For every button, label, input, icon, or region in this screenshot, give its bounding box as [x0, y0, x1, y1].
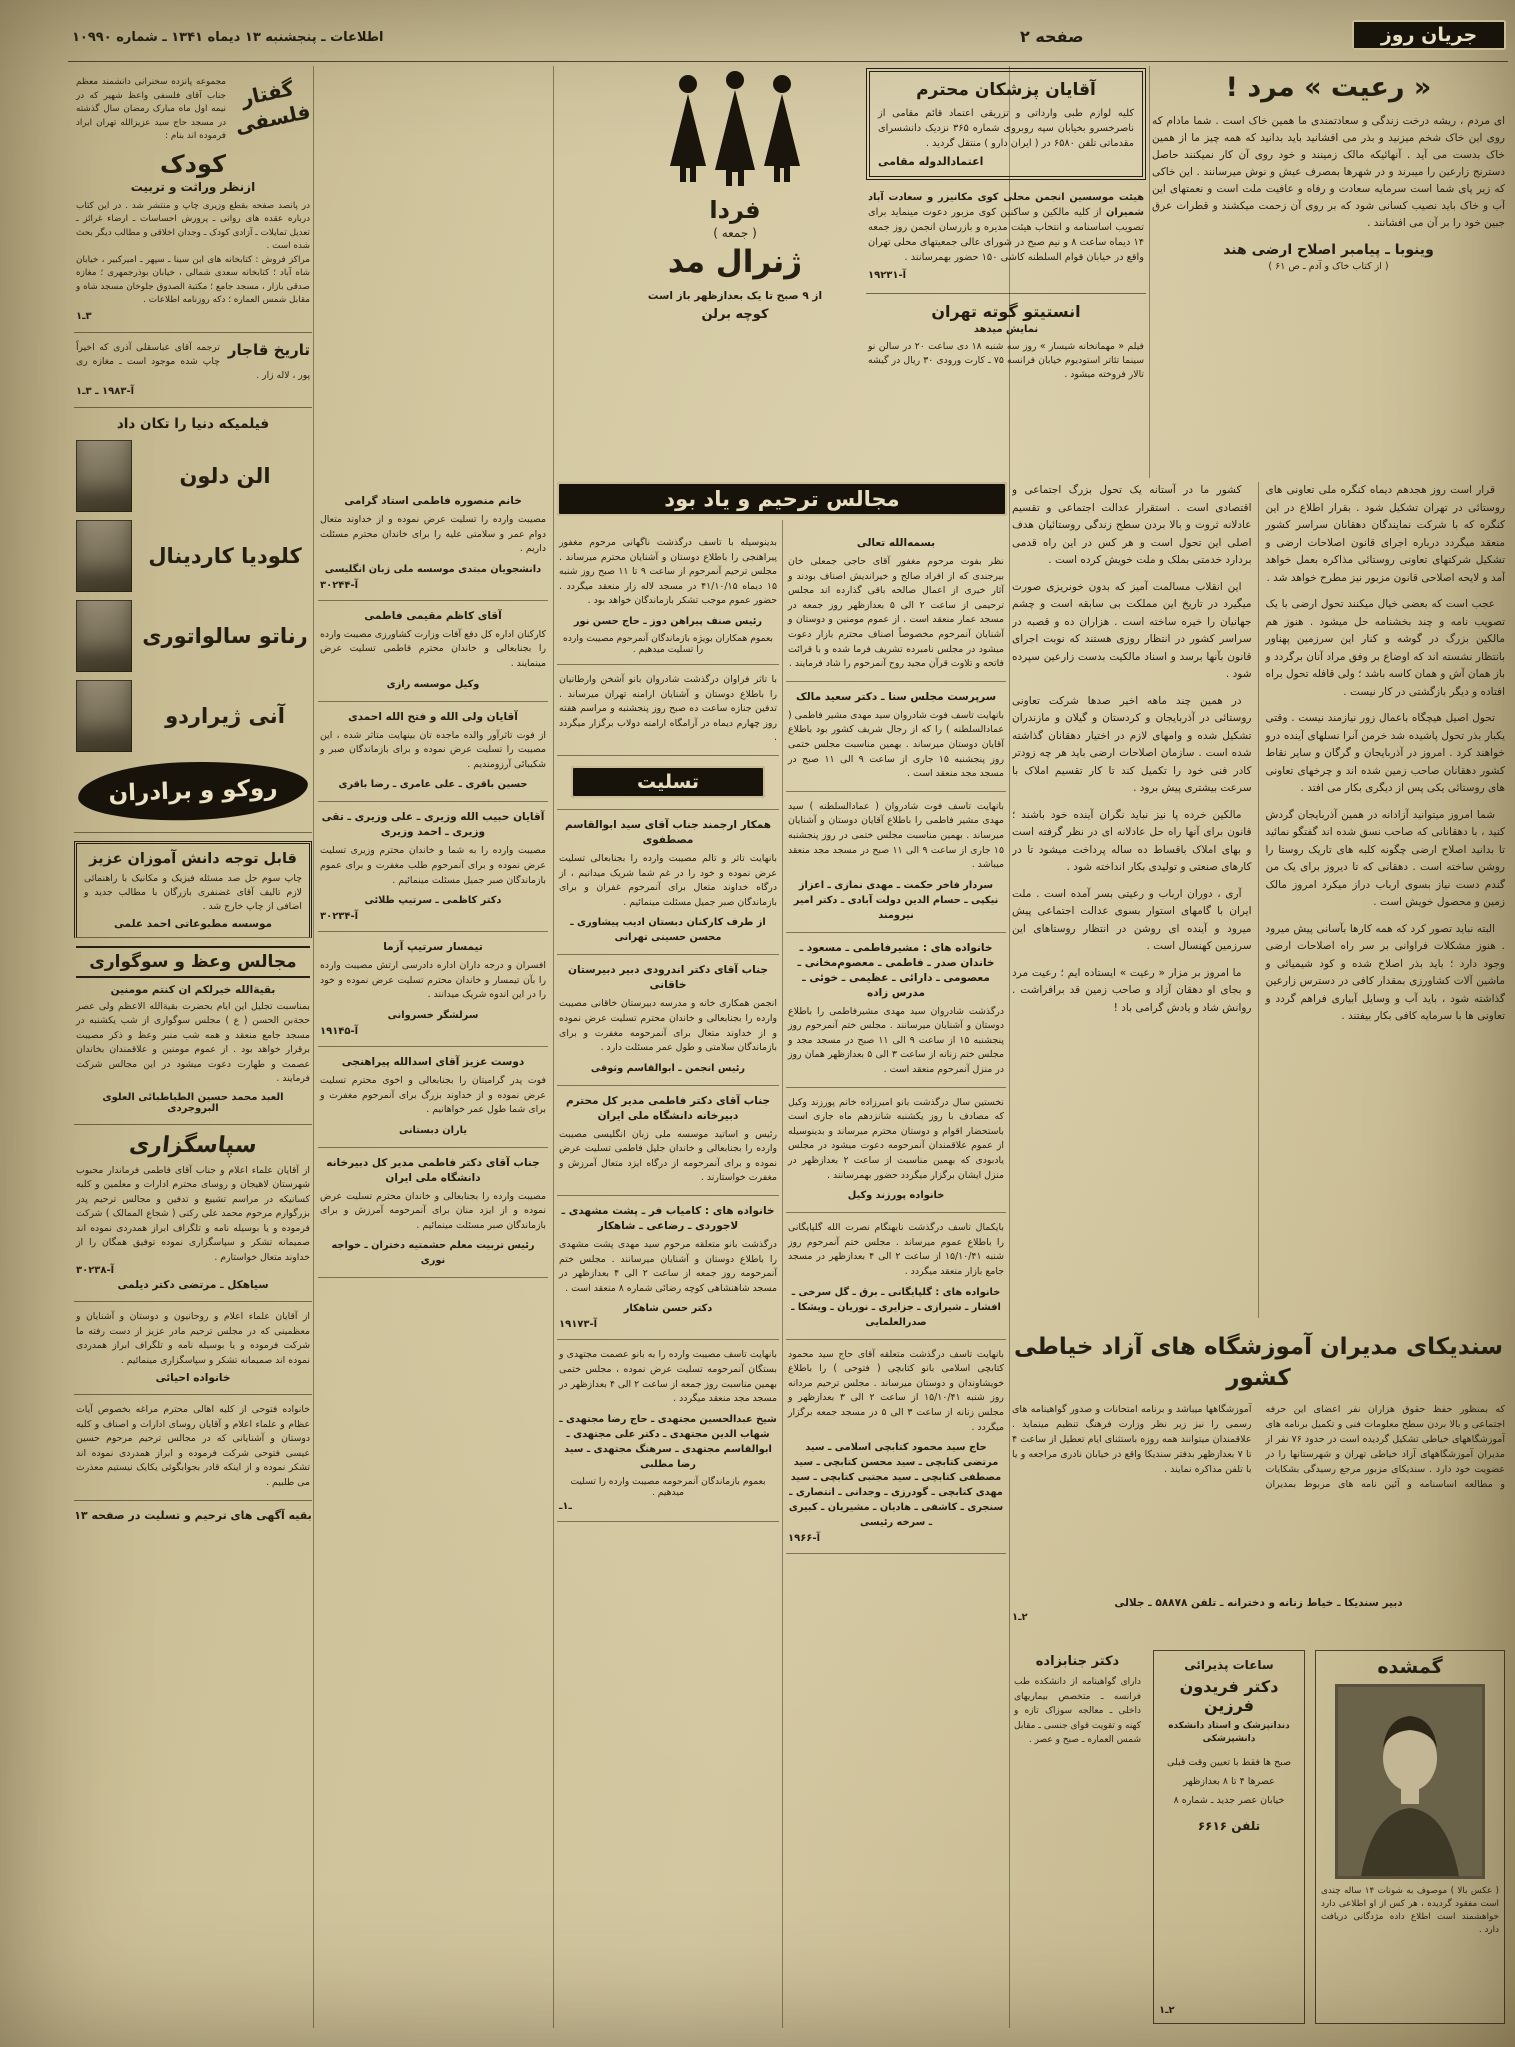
goethe-subtitle: نمایش میدهد [973, 324, 1039, 335]
students-book-ad [74, 841, 312, 938]
mourning-section-header: مجالس وعظ و سوگواری [76, 946, 310, 978]
notice-title: خانم منصوره فاطمی استاد گرامی [344, 495, 522, 507]
goethe-institute-ad [866, 294, 1146, 390]
notice-title: سرپرست مجلس سنا ـ دکتر سعید مالک [795, 690, 997, 703]
association-lead: هیئت موسسین انجمن محلی کوی مکانیزر و سعادت آباد شمیران [868, 192, 1144, 218]
notice-title: آقای کاظم مقیمی فاطمی [364, 609, 502, 622]
gmode-tomorrow: فردا [709, 196, 761, 224]
falsafi-body: مجموعه پانزده سخنرانی دانشمند معظم جناب آقای فلسفی واعظ شهیر که در نیمه اول ماه مبارک رمضان سال گذشته در مسجد حاج سید عزیزالله تهران ایراد فرموده اند بنام : [76, 77, 226, 141]
obituary-notice [786, 528, 1006, 682]
notice-title: دوست عزیز آقای اسدالله پیراهنجی [341, 1055, 525, 1068]
notice-body: بانهایت تاثر و تالم مصیبت وارده را بجنابعالی تسلیت عرض نموده و خود را در غم شما شریک میدانیم ، از درگاه خداوند متعال برای آنمرحوم غفران و برای بازماندگان صبر جمیل مسئلت مینمائیم . [559, 852, 777, 908]
obituary-notice [786, 1088, 1006, 1214]
qajar-title: تاریخ قاجار [227, 340, 310, 359]
falsafi-script-title: گفتار فلسفی [232, 76, 312, 139]
article-paragraph: قرار است روز هجدهم دیماه کنگره ملی تعاونی های روستائی در تهران تشکیل شود . بقرار اطلاع در این کنگره که با شرکت نمایندگان دهقانان سراسر کشور منعقد میگردد درباره اجرای قانون اصلاحات ارضی و تشکیل شرکتهای تعاونی روستائی مذاکره بعمل خواهد آمد و لایحه اصلاحی قانون مزبور نیز مطرح خواهد شد . [1265, 484, 1505, 584]
notice-body: درگذشت بانو متعلقه مرحوم سید مهدی پشت مشهدی را باطلاع دوستان و آشنایان میرسانند . مجلس ختم آنمرحومه روز جمعه از ساعت ۲ الی ۴ بعدازظهر در مسجد شاهنشاهی کوچه رضائی شماره ۸ منعقد است . [559, 1239, 777, 1294]
notice-body: بانهایت تاسف فوت شادروان سید مهدی مشیر فاطمی ( عمادالسلطنه ) را که از رجال شریف کشور بود باطلاع آقایان دوستان میرساند . بهمین مناسبت مجلس ختمی روز پنجشنبه ۱۵ جاری از ساعت ۹ الی ۱۱ صبح در مسجد مجد منعقد است . [788, 709, 1004, 780]
medical-supply-title: آقایان پزشکان محترم [916, 80, 1096, 100]
notice-signature: بعموم همکاران بویژه بازماندگان آنمرحوم مصیبت وارده را تسلیت میدهیم . [563, 632, 773, 655]
notice-family-names: یاران دبستانی [398, 1124, 468, 1136]
condolence-notice [318, 1148, 548, 1279]
thanks-body: از آقایان علماء اعلام و روحانیون و دوستان و آشنایان و معظمینی که در مجلس ترحیم مادر عزیز از دست رفته ما شرکت فرموده و یا بوسیله نامه و تلگراف ابراز همدردی نموده اند صمیمانه تشکر و سپاسگزاری مینمائیم . [76, 1311, 310, 1366]
ad-serial-number: ۲ـ۱ [1159, 2005, 1175, 2016]
article-paragraph: تحول اصیل هیچگاه باعمال زور نیازمند نیست . وقتی یکبار بذر تحول پاشیده شد خرمن آنرا نسلهای آینده درو خواهند کرد . امروز در آذربایجان و گرگان و سایر نقاط کشور دهقانان صاحب زمین شده اند و چرخهای تعاونی های روستائی یکی پس از دیگری بکار می افتد . [1265, 712, 1505, 794]
medical-supply-signature: اعتمادالدوله مقامی [878, 155, 984, 168]
syndicate-body: که بمنظور حفظ حقوق هزاران نفر اعضای این حرفه اجتماعی و بالا بردن سطح معلومات فنی و تکمیل برنامه های آموزشگاههای خیاطی تشکیل گردیده است در حدود ۷۶ نفر از مدیران آموزشگاههای آزاد خیاطی تهران و شهرستانها را در عضویت خود دارد . سندیکای مزبور مرجع رسیدگی بشکایات و مطالعه اساسنامه و آئین نامه های مربوط بمدیران آموزشگاهها میباشد و برنامه امتحانات و صدور گواهینامه های رسمی را نیز زیر نظر وزارت فرهنگ تنظیم مینماید . علاقمندان میتوانند همه روزه باستثنای ایام تعطیل از ساعت ۴ تا ۷ بعدازظهر بدفتر سندیکا واقع در خیابان نادری مراجعه و یا با تلفن مذاکره نمایند . [1012, 1404, 1505, 1490]
general-mode-ad [612, 68, 858, 476]
notice-family-names: حسین باقری ـ علی عامری ـ رضا باقری [338, 779, 528, 791]
movie-ad [74, 408, 312, 833]
association-founders-notice [866, 180, 1146, 294]
actor-photo [76, 520, 132, 592]
obituary-notice [786, 1340, 1006, 1555]
notice-body: بانهایت تاسف مصیبت وارده را به بانو عصمت مجتهدی و بستگان آنمرحومه تسلیت عرض نموده ، مجلس ختمی بهمین مناسبت روز جمعه از ساعت ۲ الی ۴ بعدازظهر در مسجد مجد منعقد میگردد . [559, 1349, 777, 1405]
actor-name: کلودیا کاردینال [148, 543, 302, 568]
doctor-name: دکتر جنابزاده [1035, 1654, 1120, 1669]
notice-title: خانواده های : مشیرفاطمی ـ مسعود ـ خاندان صدر ـ فاطمی ـ معصوم‌مخانی ـ معصومی ـ دارائی ـ عظیمی ـ خوئی ـ مدرس زاده [797, 941, 995, 999]
article-paragraph: عجب است که بعضی خیال میکنند تحول ارضی با یک تصویب نامه و چند بخشنامه حل میشود . هنوز هم مالکین بزرگ در گوشه و کنار این سرزمین پهناور بانتظار نشسته اند که اوضاع بر وفق مراد آنان برگردد و باز همان آش و همان کاسه باشد ؛ ولی قافله تحول براه افتاده و دیگر بازگشتی در کار نیست . [1265, 598, 1505, 698]
medical-supply-body: کلیه لوازم طبی وارداتی و تزریقی اعتماد قائم مقامی از ناصرخسرو بخیابان سپه روبروی شماره ۳۶۵ نزدیک دانشسرای مقدماتی تلفن ۶۵۸۰ در ( ایران دارو ) منتقل گردید . [878, 108, 1134, 149]
gratitude-signature: سیاهکل ـ مرتضی دکتر دیلمی [117, 1279, 269, 1291]
continued-on-page-note: بقیه آگهی های ترحیم و تسلیت در صفحه ۱۳ [74, 1509, 312, 1522]
notice-body: مصیبت وارده را بجنابعالی و خاندان محترم تسلیت عرض نموده و از ایزد منان برای آنمرحومه آمرزش و برای بازماندگان صبر مسئلت مینمائیم . [320, 1190, 546, 1231]
notice-body: انجمن همکاری خانه و مدرسه دبیرستان خاقانی مصیبت وارده را بجنابعالی و خاندان محترم تسلیت عرض نموده و از خداوند متعال برای آنمرحومه مغفرت و برای بازماندگان سلامتی و طول عمر مسئلت دارد . [559, 998, 777, 1054]
falsafi-sellers: مراکز فروش : کتابخانه های ابن سینا ـ سپهر ـ امیرکبیر ، خیابان شاه آباد ؛ کتابخانه سعدی شمالی ، خیابان بوذرجمهری ؛ مغازه صدقی بازار ، مسجد جامع ؛ مکتبة الصدوق جلوخان مسجد شاه و مقابل شمس العماره ؛ دکه روزنامه اطلاعات . [76, 254, 310, 305]
dentist-name: دکتر فریدون فرزین [1179, 1677, 1279, 1715]
ad-serial-number: ۳ـ۱ [76, 310, 92, 322]
actor-photo [76, 600, 132, 672]
movie-actors-list [76, 440, 310, 752]
ad-serial-number: آ-۱۹۲۳۱ [868, 270, 907, 281]
section-label-jaryan-rooz: جریان روز [1352, 20, 1506, 50]
obituary-notice [557, 665, 779, 756]
syndicate-contact: دبیر سندیکا ـ خیاط زنانه و دخترانه ـ تلفن ۵۸۸۷۸ ـ جلالی [1114, 1597, 1403, 1609]
condolence-notice [318, 1047, 548, 1148]
obituary-notice [557, 955, 779, 1085]
actor-photo [76, 440, 132, 512]
actor-entry [76, 520, 310, 592]
notice-body: نظر بفوت مرحوم مغفور آقای حاجی جمعلی خان بیرجندی که از افراد صالح و خیراندیش اصناف بودند و آثار خیری از اعمال صالحه باقی گذارده اند مجلس ترحیمی از ساعت ۲ الی ۵ بعدازظهر روز جمعه در مسجد عمار منعقد است . از عموم مومنین و دوستان و آشنایان آنمرحوم مخصوصاً اصناف محترم بازار دعوت میشود در مجلس نامبرده تشریف فرما شده و با قرائت فاتحه و تلاوت قرآن مجید روح آنمرحوم را شاد فرمایند . [788, 556, 1004, 670]
notice-title: بسمه‌الله تعالی [856, 537, 936, 549]
obituary-notice [786, 1213, 1006, 1339]
dentist-ad-line: عصرها ۴ تا ۸ بعدازظهر [1183, 1776, 1275, 1787]
gmode-store-name: ژنرال مد [667, 244, 803, 280]
three-figures-illustration [640, 70, 830, 190]
notice-body: با تاثر فراوان درگذشت شادروان بانو آشخن وارطانیان را باطلاع دوستان و آشنایان ارامنه تهران میرساند . تدفین جنازه ساعت ده صبح روز پنجشنبه و مراسم هفته روز چهارم دیماه در آرامگاه ارامنه دولاب برگزار میگردد . [559, 673, 777, 744]
notice-title: خانواده های : کامیاب فر ـ پشت مشهدی ـ لاجوردی ـ رضاعی ـ شاهکار [561, 1205, 775, 1233]
notice-family-names: رئیس صنف پیراهن دوز ـ حاج حسن نور [573, 615, 763, 627]
notice-phone: آ-۱۹۱۷۳ [559, 1319, 598, 1331]
bottom-right-ads-row [1012, 1650, 1505, 2024]
doctor-ad-body: دارای گواهینامه از دانشکده طب فرانسه ـ متخصص بیماریهای داخلی ـ معالجه سوزاک تازه و کهنه و تقویت قوای جنسی ـ مقابل شمس العماره ـ صبح و عصر . [1014, 1677, 1141, 1745]
mourning-signature: العبد محمد حسین الطباطبائی العلوی البروجردی [102, 1091, 284, 1114]
article-paragraph: آری ، دوران ارباب و رعیتی بسر آمده است . ملت ایران با گامهای استوار بسوی عدالت اجتماعی پیش میرود و آینده ای روشن در انتظار روستاهای این سرزمین کهنسال است . [1012, 887, 1252, 952]
article-paragraph: شما امروز میتوانید آزادانه در همین آذربایجان گردش کنید ، با دهقانانی که صاحب نسق شده اند گفتگو نمائید تا بدانید اصلاح ارضی چگونه کلبه های تاریک روستا را روشن ساخته است . دهقانی که تا دیروز برای یک من گندم دست نیاز بسوی ارباب دراز میکرد امروز مالک زمین و محصول خویش است . [1265, 808, 1505, 908]
condolence-notice [318, 601, 548, 702]
goethe-body: فیلم « مهمانخانه شیسار » روز سه شنبه ۱۸ دی ساعت ۲۰ در سالن نو سینما تئاتر استودیوم خیابان فرانسه ۷۵ ـ کارت ورودی ۳۰ ریال در گیشه تالار فروخته میشود . [868, 341, 1145, 380]
notice-body: مصیبت وارده را به شما و خاندان محترم وزیری تسلیت عرض نموده و برای آنمرحوم طلب مغفرت و برای عموم بازماندگان صبر جمیل مسئلت مینمائیم . [320, 845, 546, 886]
notice-phone: آ-۳۰۲۳۴ [320, 911, 359, 923]
actor-photo [76, 680, 132, 752]
column-divider [1149, 66, 1150, 478]
article-paragraph: مالکین خرده پا نیز نباید نگران آینده خود باشند ؛ قانون برای آنها راه حل عادلانه ای در نظر گرفته است و بهای املاک باقساط ده ساله پرداخت میشود تا در کارهای صنعتی و تولیدی بکار انداخته شود . [1012, 808, 1252, 873]
obituary-notice [786, 933, 1006, 1088]
notice-body: بایکمال تاسف درگذشت نابهنگام نصرت الله گلپایگانی را باطلاع عموم میرساند . مجلس ختم آنمرحوم روز شنبه ۱۵/۱۰/۴۱ از ساعت ۲ الی ۴ بعدازظهر در مسجد جامع بازار منعقد میگردد . [788, 1222, 1004, 1277]
thanks-body: خانواده فتوحی از کلیه اهالی محترم مراغه بخصوص آیات عظام و علماء اعلام و آقایان روسای ادارات و اصناف و کلیه دوستان و آشنایانی که در مجالس ترحیم مرحوم حسین عیسی فتوحی شرکت فرموده و ابراز همدردی نموده اند تشکر نموده و از اینکه قادر بجوابگوئی یکایک نیستیم معذرت می طلبیم . [76, 1404, 310, 1488]
condolence-notice [318, 486, 548, 601]
condolence-notice [318, 702, 548, 803]
notice-phone: آ-۱۹۱۴۵ [320, 1025, 359, 1037]
movie-tagline: فیلمیکه دنیا را تکان داد [116, 415, 270, 432]
falsafi-book-title: کودک [160, 149, 226, 178]
notice-family-names: خانواده پورزند وکیل [847, 1190, 945, 1202]
notice-body: بانهایت تاسف فوت شادروان ( عمادالسلطنه ) سید مهدی مشیر فاطمی را باطلاع آقایان دوستان و آشنایان میرساند . بهمین مناسبت مجلس ختمی در روز پنجشنبه ۱۵ جاری از ساعت ۹ الی ۱۱ صبح در مسجد مجد منعقد میباشد . [788, 800, 1004, 871]
page-number: صفحه ۲ [1020, 27, 1084, 46]
article-title: « رعیت » مرد ! [1225, 72, 1432, 103]
qajar-history-ad [74, 333, 312, 408]
obituary-notice [557, 756, 779, 810]
missing-person-title: گمشده [1377, 1656, 1443, 1678]
article-paragraph: کشور ما در آستانه یک تحول بزرگ اجتماعی و اقتصادی است . استقرار عدالت اجتماعی و تقسیم عادلانه ثروت و بالا بردن سطح زندگی روستائیان هدف اصلی این تحول است و هر کس در این راه قدمی بردارد خدمتی بملک و ملت خویش کرده است . [1012, 484, 1252, 566]
obituary-notice [786, 792, 1006, 933]
association-body: از کلیه مالکین و ساکنین کوی مزبور دعوت مینماید برای تصویب اساسنامه و انتخاب هیئت مدیره و بازرسان انجمن روز جمعه ۱۴ دیماه ساعت ۸ و نیم صبح در شورای عالی جمعیتهای محلی تهران واقع در خیابان قوام السلطنه کاشی ۱۵۰ حضور بهمرسانند . [868, 207, 1144, 263]
students-ad-body: چاپ سوم حل صد مسئله فیزیک و مکانیک با راهنمائی لازم تالیف آقای غضنفری بازرگان با مطالب جدید و اضافی از چاپ خارج شد . [84, 872, 302, 912]
lead-article-body [1012, 482, 1505, 1318]
notice-body: رئیس و اساتید موسسه ملی زبان انگلیسی مصیبت وارده را بجنابعالی و خاندان جلیل فاطمی تسلیت عرض نموده و برای آنمرحومه از درگاه ایزد متعال آمرزش و مغفرت خواستارند . [559, 1128, 777, 1184]
falsafi-book-subtitle: ازنظر وراثت و تربیت [130, 179, 256, 194]
mourning-sessions-section [74, 938, 312, 1125]
mourning-body: بمناسبت تجلیل این ایام بحضرت بقیةالله الاعظم ولی عصر حجةبن الحسن ( ع ) مجلس سوگواری از شب یکشنبه در مسجد جامع منعقد و همه شب منبر وعظ و ذکر مصیبت برقرار خواهد بود . از عموم مومنین و علاقمندان بخاندان عصمت و طهارت دعوت میشود در این مجالس شرکت فرمایند . [76, 1000, 310, 1084]
obituary-notice [557, 1196, 779, 1340]
obituary-notice [557, 810, 779, 955]
obituary-notice [557, 1340, 779, 1521]
gratitude-section [74, 1125, 312, 1303]
notice-family-names: شیخ عبدالحسین مجتهدی ـ حاج رضا مجتهدی ـ شهاب الدین مجتهدی ـ دکتر علی مجتهدی ـ ابوالقاسم مجتهدی ـ سرهنگ مجتهدی ـ سید رضا مطلبی [559, 1413, 777, 1470]
notice-phone: آ-۳۰۲۳۸ [76, 1265, 115, 1276]
actor-name: رناتو سالواتوری [142, 623, 308, 648]
missing-person-ad [1315, 1650, 1505, 2024]
medical-supply-ad [866, 68, 1146, 180]
notice-phone: ـ۱ـ [559, 1500, 572, 1512]
notice-body: افسران و درجه داران اداره دادرسی ارتش مصیبت وارده را بآن تیمسار و خاندان محترم تسلیت عرض نموده و خود را در این اندوه شریک میدانند . [320, 960, 546, 1001]
article-intro: ای مردم ، ریشه درخت زندگی و سعادتمندی ما همین خاک است . شما مادام که روی این خاک شخم میزنید و بذر می افشانید باید بدانید که همه چیز ما از همین خاک بدست می آید . آنهائیکه مالک زمینند و خود روی آن کار نمیکنند حاصل دسترنج زارعین را میبرند و در شهرها بمصرف عیش و نوش میرسانند . این خاکی که زیر پای شما است سرمایه سعادت و رفاه و عافیت ملت است و نعمتهای این آب و خاک باید نصیب کسانی شود که بر روی آن زحمت میکشند و قطرات عرق جبین خود را بر آن می افشانند . [1152, 115, 1505, 229]
dentist-ad-line: دندانپزشک و استاد دانشکده دانشپزشکی [1168, 1721, 1290, 1744]
notice-body: درگذشت شادروان سید مهدی مشیرفاطمی را باطلاع دوستان و آشنایان میرسانند . مجلس ختم آنمرحوم روز پنجشنبه ۱۵ از ساعت ۹ الی ۱۱ صبح در مسجد مجد و مجلس ختم زنانه از ساعت ۳ الی ۵ بعدازظهر همان روز در منزل آنمرحوم منعقد است . [788, 1005, 1004, 1076]
mourning-lead-verse: بقیةالله خیرلکم ان کنتم مومنین [110, 983, 276, 996]
obituary-notice [557, 528, 779, 665]
masthead-date-line: اطلاعات ـ پنجشنبه ۱۳ دیماه ۱۳۴۱ ـ شماره ۱۰۹۹۰ [72, 30, 384, 45]
qajar-body: ترجمه آقای عباسقلی آذری که اخیراً چاپ شده موجود است ـ مغازه ری پور ، لاله زار . [76, 341, 310, 381]
notice-title: تیمسار سرتیپ آزما [383, 941, 483, 954]
notice-title: جناب آقای دکتر فاطمی مدیر کل دبیرخانه دانشگاه ملی ایران [326, 1156, 540, 1184]
gmode-friday: ( جمعه ) [713, 226, 757, 240]
article-paragraph: البته نباید تصور کرد که همه کارها بآسانی پیش میرود . هنوز مشکلات فراوانی بر سر راه اصلاحات ارضی وجود دارد ؛ باید بذر اصلاح شده و کود شیمیائی و ماشین آلات کشاورزی بمقدار کافی در دسترس زارعین گذاشته شود ، باید آب و وسایل آبیاری فراهم گردد و تعاونی ها با سرمایه کافی بکار بیفتند . [1265, 922, 1505, 1022]
notice-family-names: دکتر کاظمی ـ سرتیپ طلائی [364, 895, 502, 907]
notice-family-names: از طرف کارکنان دبستان ادیب پیشاوری ـ محسن حسینی تهرانی [570, 917, 766, 944]
notice-body: کارکنان اداره کل دفع آفات وزارت کشاورزی مصیبت وارده را بجنابعالی و خاندان محترم فاطمی تسلیت عرض مینمایند . [320, 628, 546, 669]
syndicate-title: سندیکای مدیران آموزشگاه های آزاد خیاطی کشور [1013, 1334, 1504, 1391]
notice-body: فوت پدر گرامیتان را بجنابعالی و اخوی محترم تسلیت عرض نموده و از خداوند بزرگ برای آنمرحوم مغفرت و برای شما طول عمر خواهانیم . [320, 1074, 546, 1116]
dentist-ad-line: ساعات پذیرائی [1184, 1658, 1274, 1672]
dentist-ad [1153, 1650, 1305, 2024]
gratitude-body: از آقایان علماء اعلام و جناب آقای فاطمی فرماندار محبوب شهرستان لاهیجان و روسای محترم ادارات و معلمین و کلیه کسانیکه در مراسم تشییع و تدفین و مجالس ترحیم پدر بزرگوارم مرحوم محمد علی رکنی ( شجاع الممالک ) شرکت فرموده و یا بوسیله نامه و تلگراف ابراز همدردی نموده اند صمیمانه تشکر و سپاسگزاری نموده توفیق همگان را از خداوند متعال خواستارم . [76, 1164, 310, 1263]
article-paragraph: این انقلاب مسالمت آمیز که بدون خونریزی صورت میگیرد در تاریخ این مملکت بی سابقه است و چشم جهانیان را خیره ساخته است . هزاران ده و قصبه در سراسر کشور در انتظار روزی هستند که نوبت اجرای قانون بآنها برسد و اسناد مالکیت بدست زارعین سپرده شود . [1012, 580, 1252, 680]
family-thanks-notice [74, 1395, 312, 1501]
thanks-signature: خانواده احیائی [155, 1372, 231, 1384]
ad-serial-number: آ-۱۹۸۳ ـ ۳ـ۱ [76, 385, 135, 397]
publisher-signature: موسسه مطبوعاتی احمد علمی [113, 917, 273, 930]
ad-serial-number: ۲ـ۱ [1012, 1612, 1028, 1623]
notice-body: از فوت تاثرآور والده ماجده تان بینهایت متاثر شده ، این مصیبت را تسلیت عرض نموده و برای بازماندگان صبر و شکیبائی آرزومندیم . [320, 729, 546, 770]
missing-person-caption: ( عکس بالا ) موصوف به شونات ۱۴ ساله چندی است مفقود گردیده ، هر کس از او اطلاعی دارد خواهشمند است اطلاع داده مژدگانی دریافت دارد . [1321, 1886, 1499, 1935]
notice-family-names: رئیس تربیت معلم حشمتیه دختران ـ خواجه نوری [331, 1240, 535, 1267]
missing-boy-photo [1335, 1684, 1485, 1879]
notice-phone: آ-۳۰۲۴۴ [320, 579, 359, 591]
goethe-title: انستیتو گوته تهران [931, 302, 1081, 321]
notice-phone: آ-۱۹۶۶ [788, 1533, 820, 1545]
article-paragraph: ما امروز بر مزار « رعیت » ایستاده ایم ؛ رعیت مرد و بجای او دهقان آزاد و صاحب زمین قد برافراشت . روانش شاد و یادش گرامی باد ! [1012, 966, 1252, 1014]
notice-title: همکار ارجمند جناب آقای سید ابوالقاسم مصطفوی [564, 818, 772, 846]
notice-family-names: سرلشگر خسروانی [387, 1009, 479, 1021]
obituaries-banner: مجالس ترحیم و یاد بود [557, 482, 1007, 516]
notice-family-names: دانشجویان مبتدی موسسه ملی زبان انگلیسی [324, 563, 542, 575]
movie-title: روکو و برادران [77, 758, 309, 824]
condolence-box-label: تسلیت [571, 766, 765, 798]
condolences-column [318, 486, 548, 2028]
tailoring-syndicate-notice [1012, 1332, 1505, 1634]
gratitude-header: سپاسگزاری [127, 1132, 258, 1158]
obituaries-left-column [557, 528, 779, 2028]
dentist-ad-line: صبح ها فقط با تعیین وقت قبلی [1166, 1757, 1292, 1768]
notice-family-names: وکیل موسسه رازی [386, 678, 480, 690]
dentist-address: خیابان عصر جدید ـ شماره ۸ [1173, 1795, 1285, 1806]
actor-name: آنی ژیراردو [165, 703, 285, 728]
notice-family-names: حاج سید محمود کتابچی اسلامی ـ سید مرتضی کتابچی ـ سید محسن کتابچی ـ سید مصطفی کتابچی ـ سید مجتبی کتابچی ـ سید مهدی کتابچی ـ گودرزی ـ وجدانی ـ انتصاری ـ سنجری ـ کاشفی ـ هادیان ـ مشیریان ـ کبیری ـ سرخه رئیسی [788, 1442, 1004, 1529]
notice-family-names: خانواده های : گلپایگانی ـ برق ـ گل سرخی ـ افشار ـ شیرازی ـ جزایری ـ نوریان ـ ویشکا ـ صدرالعلمایی [791, 1286, 1001, 1328]
left-ads-column [74, 68, 312, 2028]
actor-name: الن دلون [179, 463, 271, 488]
condolence-notice [318, 932, 548, 1047]
actor-entry [76, 680, 310, 752]
notice-signature: بعموم بازماندگان آنمرحومه مصیبت وارده را تسلیت میدهیم . [570, 1475, 766, 1498]
notice-body: بانهایت تاسف درگذشت متعلقه آقای حاج سید محمود کتابچی اسلامی بانو کتابچی ( فتوحی ) را باطلاع خویشاوندان و دوستان میرساند . مجلس ترحیم مردانه روز شنبه ۱۵/۱۰/۴۱ از ساعت ۲ الی ۳ بعدازظهر و مجلس زنانه از ساعت ۳ الی ۵ در مسجد جمعه برگزار میگردد . [788, 1348, 1004, 1433]
notice-body: بدینوسیله با تاسف درگذشت ناگهانی مرحوم مغفور پیراهنجی را باطلاع دوستان و آشنایان محترم میرساند . مجلس ترحیم آنمرحوم از ساعت ۹ تا ۱۱ صبح روز شنبه ۱۵ دیماه ۴۱/۱۰/۱۵ در مسجد لاله زار منعقد میگردد . حضور عموم موجب تشکر بازماندگان خواهد بود . [559, 537, 777, 607]
header-rule [68, 61, 1508, 62]
doctor-ad [1012, 1650, 1143, 2024]
notice-family-names: دکتر حسن شاهکار [623, 1303, 713, 1315]
obituaries-right-column [786, 528, 1006, 2028]
gmode-address: کوچه برلن [701, 307, 769, 322]
lead-article-head [1152, 68, 1505, 476]
gmode-hours: از ۹ صبح تا یک بعدازظهر باز است [647, 290, 823, 302]
article-subhead: وینوبا ـ پیامبر اصلاح ارضی هند [1223, 242, 1434, 258]
notice-family-names: سردار فاخر حکمت ـ مهدی نمازی ـ اعزاز نیکپی ـ حسام الدین دولت آبادی ـ دکتر امیر نیرومند [793, 879, 999, 921]
actor-entry [76, 600, 310, 672]
family-thanks-notice [74, 1302, 312, 1395]
condolence-notice [318, 802, 548, 932]
obituary-notice [557, 1086, 779, 1196]
students-ad-title: قابل توجه دانش آموزان عزیز [89, 850, 297, 867]
article-paragraph: در همین چند ماهه اخیر صدها شرکت تعاونی روستائی در آذربایجان و کردستان و گیلان و مازندران تشکیل شده و وامهای لازم در اختیار دهقانان گذاشته شده است . سازمان اصلاحات ارضی باید هر چه زودتر کادر فنی خود را تکمیل کند تا کار تقسیم املاک با سرعت بیشتری پیش برود . [1012, 694, 1252, 794]
article-source-note: ( از کتاب خاک و آدم ـ ص ۶۱ ) [1268, 261, 1389, 272]
column-divider [553, 66, 554, 2028]
notice-title: جناب آقای دکتر اندرودی دبیر دبیرستان خاقانی [568, 964, 768, 992]
column-divider [782, 520, 783, 2028]
column-divider [313, 66, 314, 2028]
dentist-phone: تلفن ۶۶۱۶ [1197, 1819, 1261, 1833]
notice-body: نخستین سال درگذشت بانو امیرزاده خانم پورزند وکیل که مصادف با روز یکشنبه شانزدهم ماه جاری است باستحضار اقوام و دوستان محترم میرساند و بدینوسیله از عموم علاقمندان آنمرحومه دعوت میشود در مجلس یادبودی که بهمین مناسبت از ساعت ۲ بعدازظهر در منزل ایشان برگزار میگردد حضور بهمرسانند . [788, 1096, 1004, 1181]
ads-column [866, 68, 1146, 478]
notice-body: مصیبت وارده را تسلیت عرض نموده و از خداوند متعال دوام عمر و سلامتی علیه را برای خاندان محترم مسئلت داریم . [320, 514, 546, 555]
falsafi-body: در پانصد صفحه بقطع وزیری چاپ و منتشر شد . در این کتاب درباره عقده های روانی ـ پرورش احساسات ـ ارضاء غرائز ـ تعدیل تمایلات ـ آزادی کودک ـ وجدان اخلاقی و مطالب دیگر بحث شده است . [76, 200, 310, 251]
notice-title: جناب آقای دکتر فاطمی مدیر کل محترم دبیرخانه دانشگاه ملی ایران [565, 1094, 771, 1122]
notice-title: آقایان حبیب الله وزیری ـ علی وزیری ـ تقی وزیری ـ احمد وزیری [321, 811, 545, 839]
notice-family-names: رئیس انجمن ـ ابوالقاسم وثوقی [590, 1062, 746, 1074]
obituary-notice [786, 682, 1006, 792]
actor-entry [76, 440, 310, 512]
falsafi-book-ad [74, 68, 312, 333]
notice-title: آقایان ولی الله و فتح الله احمدی [348, 710, 518, 723]
